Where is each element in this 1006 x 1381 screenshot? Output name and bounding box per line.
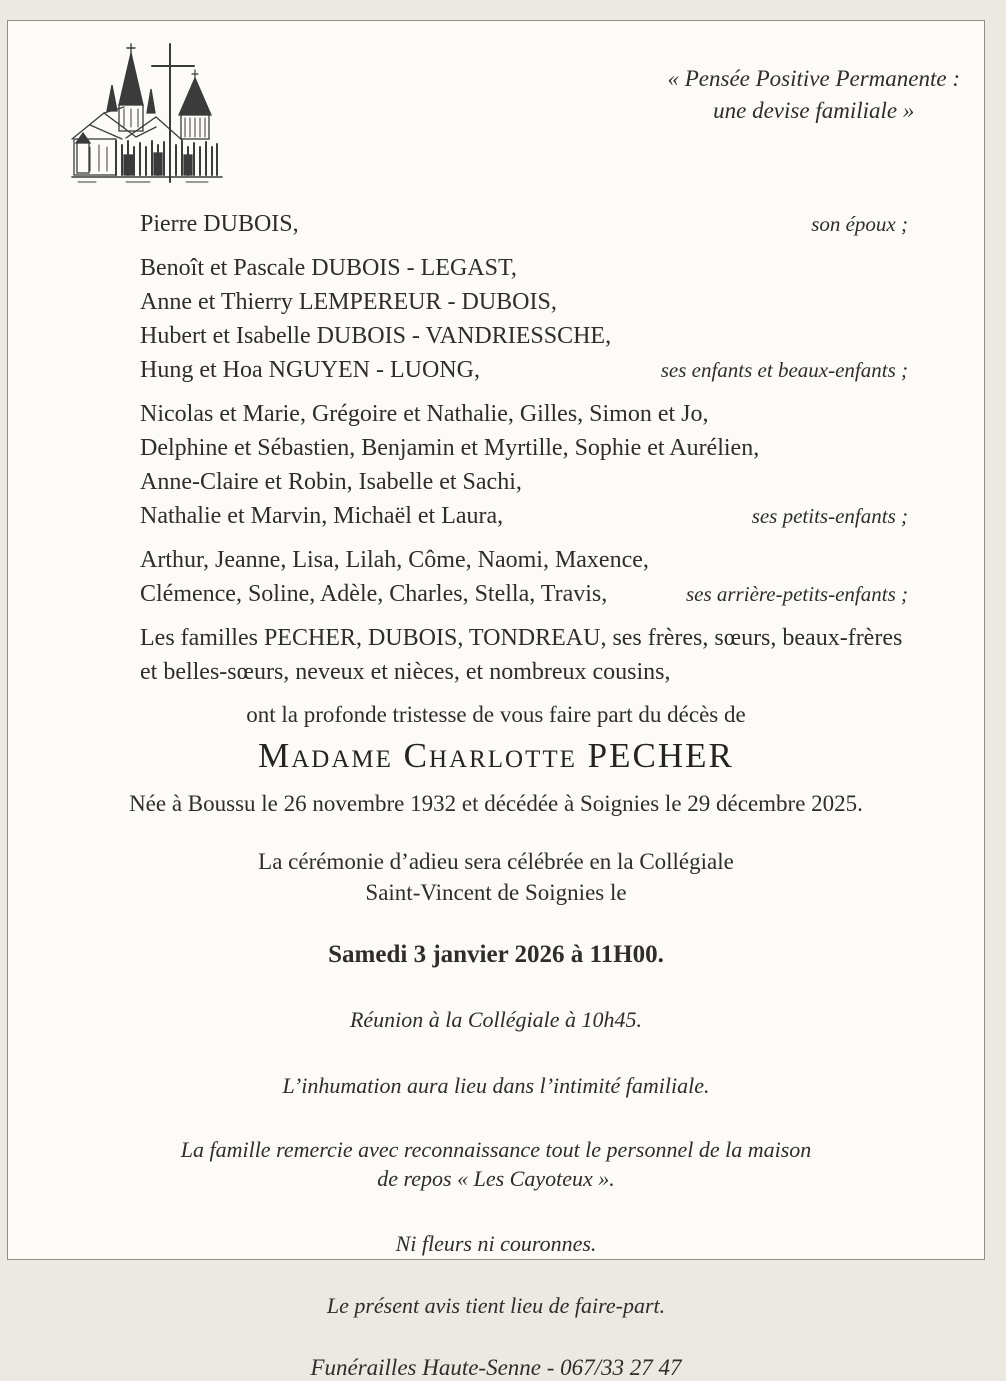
family-row (140, 319, 908, 353)
family-line: Arthur, Jeanne, Lisa, Lilah, Côme, Naomi, Maxence, (140, 547, 649, 573)
relation-label: ses arrière-petits-enfants ; (685, 582, 908, 606)
family-group-children (140, 251, 908, 387)
family-row (140, 285, 908, 319)
family-line: Les familles PECHER, DUBOIS, TONDREAU, ses frères, sœurs, beaux-frères (140, 625, 903, 651)
family-group-spouse (140, 207, 908, 241)
family-group-grandchildren (140, 397, 908, 533)
family-line: Nathalie et Marvin, Michaël et Laura, (140, 503, 504, 529)
notice-line: Le présent avis tient lieu de faire-part. (326, 1293, 666, 1318)
church-illustration (66, 41, 234, 193)
ceremony-line-2: Saint-Vincent de Soignies le (365, 880, 627, 905)
family-row (140, 207, 908, 241)
deceased-name: Madame Charlotte PECHER (258, 736, 734, 775)
ceremony-details (8, 846, 984, 908)
family-row (140, 353, 908, 387)
family-row (140, 655, 908, 689)
motto-line-2: une devise familiale » (713, 98, 915, 123)
family-line: Nicolas et Marie, Grégoire et Nathalie, Gilles, Simon et Jo, (140, 401, 709, 427)
thanks-paragraph (8, 1135, 984, 1193)
family-line: Clémence, Soline, Adèle, Charles, Stella, Travis, (140, 581, 608, 607)
relation-label: son époux ; (811, 212, 908, 236)
family-row (140, 499, 908, 533)
funeral-home-line: Funérailles Haute-Senne - 067/33 27 47 (310, 1355, 682, 1380)
relation-label: ses petits-enfants ; (751, 504, 908, 528)
family-row (140, 543, 908, 577)
family-line: Anne et Thierry LEMPEREUR - DUBOIS, (140, 289, 557, 315)
family-row (140, 397, 908, 431)
family-line: Pierre DUBOIS, (140, 211, 299, 237)
meeting-line: Réunion à la Collégiale à 10h45. (349, 1007, 643, 1032)
family-line: Hubert et Isabelle DUBOIS - VANDRIESSCHE, (140, 323, 612, 349)
family-line: et belles-sœurs, neveux et nièces, et nombreux cousins, (140, 659, 671, 685)
announcement-intro: ont la profonde tristesse de vous faire part du décès de (246, 702, 746, 727)
birth-death-line: Née à Boussu le 26 novembre 1932 et décédée à Soignies le 29 décembre 2025. (129, 791, 863, 816)
family-group-great-grandchildren (140, 543, 908, 611)
thanks-line-2: de repos « Les Cayoteux ». (377, 1166, 615, 1191)
family-row (140, 465, 908, 499)
motto-line-1: « Pensée Positive Permanente : (667, 66, 960, 91)
family-line: Benoît et Pascale DUBOIS - LEGAST, (140, 255, 517, 281)
thanks-line-1: La famille remercie avec reconnaissance tout le personnel de la maison (180, 1137, 812, 1162)
family-line: Hung et Hoa NGUYEN - LUONG, (140, 357, 480, 383)
no-flowers-line: Ni fleurs ni couronnes. (395, 1231, 597, 1256)
announcement-page (7, 20, 985, 1380)
ceremony-datetime: Samedi 3 janvier 2026 à 11H00. (328, 941, 664, 968)
relation-label: ses enfants et beaux-enfants ; (660, 358, 908, 382)
family-line: Anne-Claire et Robin, Isabelle et Sachi, (140, 469, 522, 495)
family-group-extended (140, 621, 908, 689)
family-row (140, 621, 908, 655)
family-row (140, 251, 908, 285)
announcement-section (8, 702, 984, 1381)
family-row (140, 431, 908, 465)
burial-line: L’inhumation aura lieu dans l’intimité familiale. (282, 1073, 710, 1098)
family-row (140, 577, 908, 611)
family-motto (668, 63, 961, 127)
family-line: Delphine et Sébastien, Benjamin et Myrtille, Sophie et Aurélien, (140, 435, 760, 461)
ceremony-line-1: La cérémonie d’adieu sera célébrée en la Collégiale (258, 849, 734, 874)
